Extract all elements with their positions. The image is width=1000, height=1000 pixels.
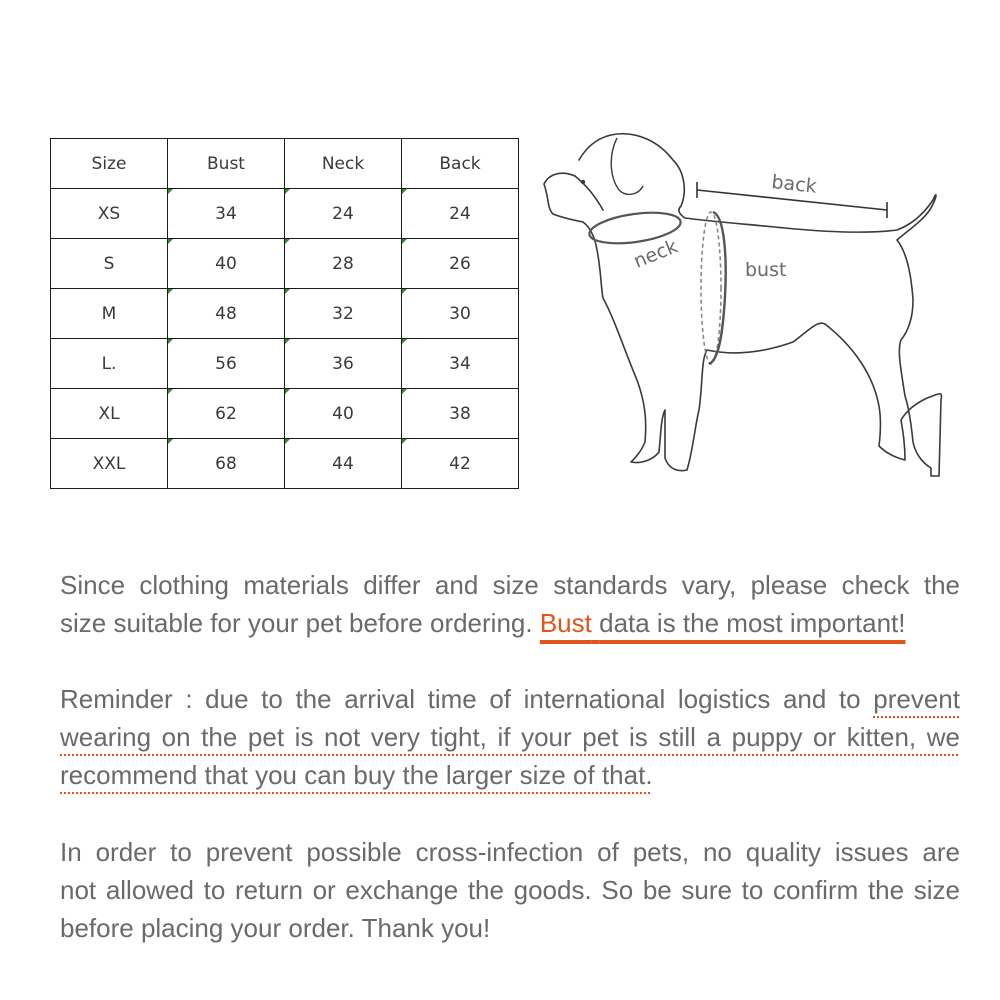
- reminder-note-paragraph: [60, 680, 960, 794]
- dog-measurement-diagram: [535, 120, 950, 490]
- size-cell: XS: [51, 189, 168, 239]
- bust-cell: 40: [168, 239, 285, 289]
- table-row: [51, 189, 519, 239]
- neck-label: neck: [630, 235, 681, 273]
- bust-cell: 68: [168, 439, 285, 489]
- neck-cell: 44: [285, 439, 402, 489]
- reminder-note-line-3-text: recommend that you can buy the larger size of that.: [60, 760, 653, 790]
- back-cell: 24: [402, 189, 519, 239]
- back-cell: 34: [402, 339, 519, 389]
- bust-measure-ring-back: [701, 212, 721, 364]
- table-row: [51, 289, 519, 339]
- back-label: back: [770, 171, 818, 198]
- sizing-note-line-2-prefix: size suitable for your pet before ordering.: [60, 608, 533, 638]
- table-row: [51, 439, 519, 489]
- bust-important-emphasis: [540, 608, 906, 638]
- return-policy-line-2: not allowed to return or exchange the goods. So be sure to confirm the size: [60, 875, 960, 905]
- header-bust: Bust: [168, 139, 285, 189]
- size-cell: M: [51, 289, 168, 339]
- return-policy-line-3: before placing your order. Thank you!: [60, 913, 491, 943]
- sizing-note-line-1: Since clothing materials differ and size standards vary, please check the: [60, 570, 960, 600]
- sizing-note-line-2: [60, 604, 960, 642]
- header-neck: Neck: [285, 139, 402, 189]
- dog-eye-icon: [581, 180, 585, 184]
- bust-label: bust: [745, 259, 787, 281]
- bust-important-suffix: data is the most important!: [599, 608, 906, 638]
- back-cell: 38: [402, 389, 519, 439]
- reminder-note-line-1: [60, 680, 960, 718]
- reminder-note-line-3: [60, 756, 960, 794]
- bust-cell: 34: [168, 189, 285, 239]
- bust-highlight-word: Bust: [539, 608, 592, 638]
- return-policy-line-1: In order to prevent possible cross-infection of pets, no quality issues are: [60, 837, 960, 867]
- size-cell: XXL: [51, 439, 168, 489]
- back-cell: 42: [402, 439, 519, 489]
- neck-cell: 28: [285, 239, 402, 289]
- sizing-note-paragraph: [60, 566, 960, 642]
- bust-cell: 62: [168, 389, 285, 439]
- size-cell: S: [51, 239, 168, 289]
- size-cell: L.: [51, 339, 168, 389]
- bust-measure-ring: [709, 212, 726, 364]
- neck-cell: 24: [285, 189, 402, 239]
- reminder-note-line-2: wearing on the pet is not very tight, if your pet is still a puppy or kitten, we: [60, 722, 960, 752]
- bust-cell: 48: [168, 289, 285, 339]
- back-cell: 26: [402, 239, 519, 289]
- size-cell: XL: [51, 389, 168, 439]
- table-row: [51, 389, 519, 439]
- size-chart-table: [50, 138, 519, 489]
- header-back: Back: [402, 139, 519, 189]
- return-policy-paragraph: [60, 833, 960, 947]
- dog-ear-icon: [611, 138, 643, 194]
- header-size: Size: [51, 139, 168, 189]
- dog-outline-icon: [544, 134, 941, 476]
- bust-cell: 56: [168, 339, 285, 389]
- neck-cell: 40: [285, 389, 402, 439]
- table-row: [51, 339, 519, 389]
- neck-cell: 36: [285, 339, 402, 389]
- size-chart-header-row: [51, 139, 519, 189]
- neck-cell: 32: [285, 289, 402, 339]
- prevent-underlined-word: prevent: [873, 684, 960, 714]
- table-row: [51, 239, 519, 289]
- back-cell: 30: [402, 289, 519, 339]
- reminder-note-line-1-prefix: Reminder : due to the arrival time of international logistics and to: [60, 684, 861, 714]
